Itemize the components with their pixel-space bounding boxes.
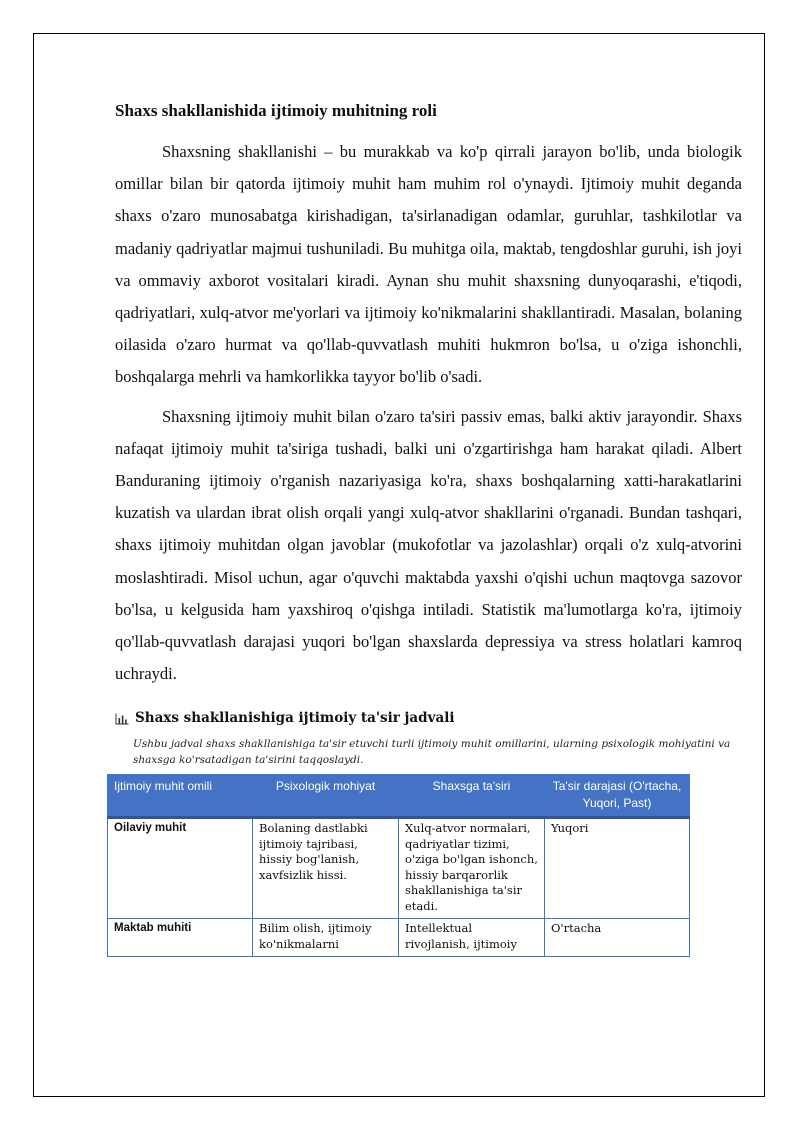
table-title — [115, 708, 742, 728]
table-description: Ushbu jadval shaxs shakllanishiga ta'sir etuvchi turli ijtimoiy muhit omillarini, ularning psixologik mohiyatini va shaxsga ko'rsatadigan ta'sirini taqqoslaydi. — [133, 738, 731, 767]
cell-essence: Bilim olish, ijtimoiy ko'nikmalarni — [253, 919, 399, 957]
paragraph-2: Shaxsning ijtimoiy muhit bilan o'zaro ta'siri passiv emas, balki aktiv jarayondir. Shaxs nafaqat ijtimoiy muhit ta'siriga tushadi, balki uni o'zgartirishga ham harakat qiladi. Albert Banduraning ijtimoiy o'rganish nazariyasiga ko'ra, shaxs boshqalarning xatti-harakatlarini kuzatish va ulardan ibrat olish orqali yangi xulq-atvor shakllarini o'rganadi. Bundan tashqari, shaxs ijtimoiy muhitdan olgan javoblar (mukofotlar va jazolashlar) orqali o'z xulq-atvorini moslashtiradi. Misol uchun, agar o'quvchi maktabda yaxshi o'qishi uchun maqtovga sazovor bo'lsa, u kelgusida ham yaxshiroq o'qishga intiladi. Statistik ma'lumotlarga ko'ra, ijtimoiy qo'llab-quvvatlash darajasi yuqori bo'lgan shaxslarda depressiya va stress holatlari kamroq uchraydi. — [115, 406, 742, 684]
table-section — [115, 708, 742, 957]
social-impact-table — [107, 774, 690, 957]
table-header-row — [108, 775, 690, 818]
cell-level: O'rtacha — [545, 919, 690, 957]
table-title-text: Shaxs shakllanishiga ijtimoiy ta'sir jadvali — [135, 710, 455, 727]
cell-level: Yuqori — [545, 818, 690, 919]
header-impact: Shaxsga ta'siri — [399, 775, 545, 818]
bar-chart-icon — [115, 713, 129, 725]
header-level: Ta'sir darajasi (O'rtacha, Yuqori, Past) — [545, 775, 690, 818]
cell-factor: Maktab muhiti — [108, 919, 253, 957]
document-body — [115, 98, 742, 957]
cell-essence: Bolaning dastlabki ijtimoiy tajribasi, hissiy bog'lanish, xavfsizlik hissi. — [253, 818, 399, 919]
cell-factor: Oilaviy muhit — [108, 818, 253, 919]
cell-impact: Intellektual rivojlanish, ijtimoiy — [399, 919, 545, 957]
table-row — [108, 919, 690, 957]
cell-impact: Xulq-atvor normalari, qadriyatlar tizimi, o'ziga bo'lgan ishonch, hissiy barqarorlik shakllanishiga ta'sir etadi. — [399, 818, 545, 919]
paragraph-1: Shaxsning shakllanishi – bu murakkab va ko'p qirrali jarayon bo'lib, unda biologik omillar bilan bir qatorda ijtimoiy muhit ham muhim rol o'ynaydi. Ijtimoiy muhit deganda shaxs o'zaro munosabatga kirishadigan, ta'sirlanadigan odamlar, guruhlar, tashkilotlar va madaniy qadriyatlar majmui tushuniladi. Bu muhitga oila, maktab, tengdoshlar guruhi, ish joyi va ommaviy axborot vositalari kiradi. Aynan shu muhit shaxsning dunyoqarashi, e'tiqodi, qadriyatlari, xulq-atvor me'yorlari va ijtimoiy ko'nikmalarini shakllantiradi. Masalan, bolaning oilasida o'zaro hurmat va qo'llab-quvvatlash muhiti hukmron bo'lsa, u o'ziga ishonchli, boshqalarga mehrli va hamkorlikka tayyor bo'lib o'sadi. — [115, 142, 742, 387]
document-heading: Shaxs shakllanishida ijtimoiy muhitning roli — [115, 101, 437, 120]
table-row — [108, 818, 690, 919]
header-essence: Psixologik mohiyat — [253, 775, 399, 818]
header-factor: Ijtimoiy muhit omili — [108, 775, 253, 818]
